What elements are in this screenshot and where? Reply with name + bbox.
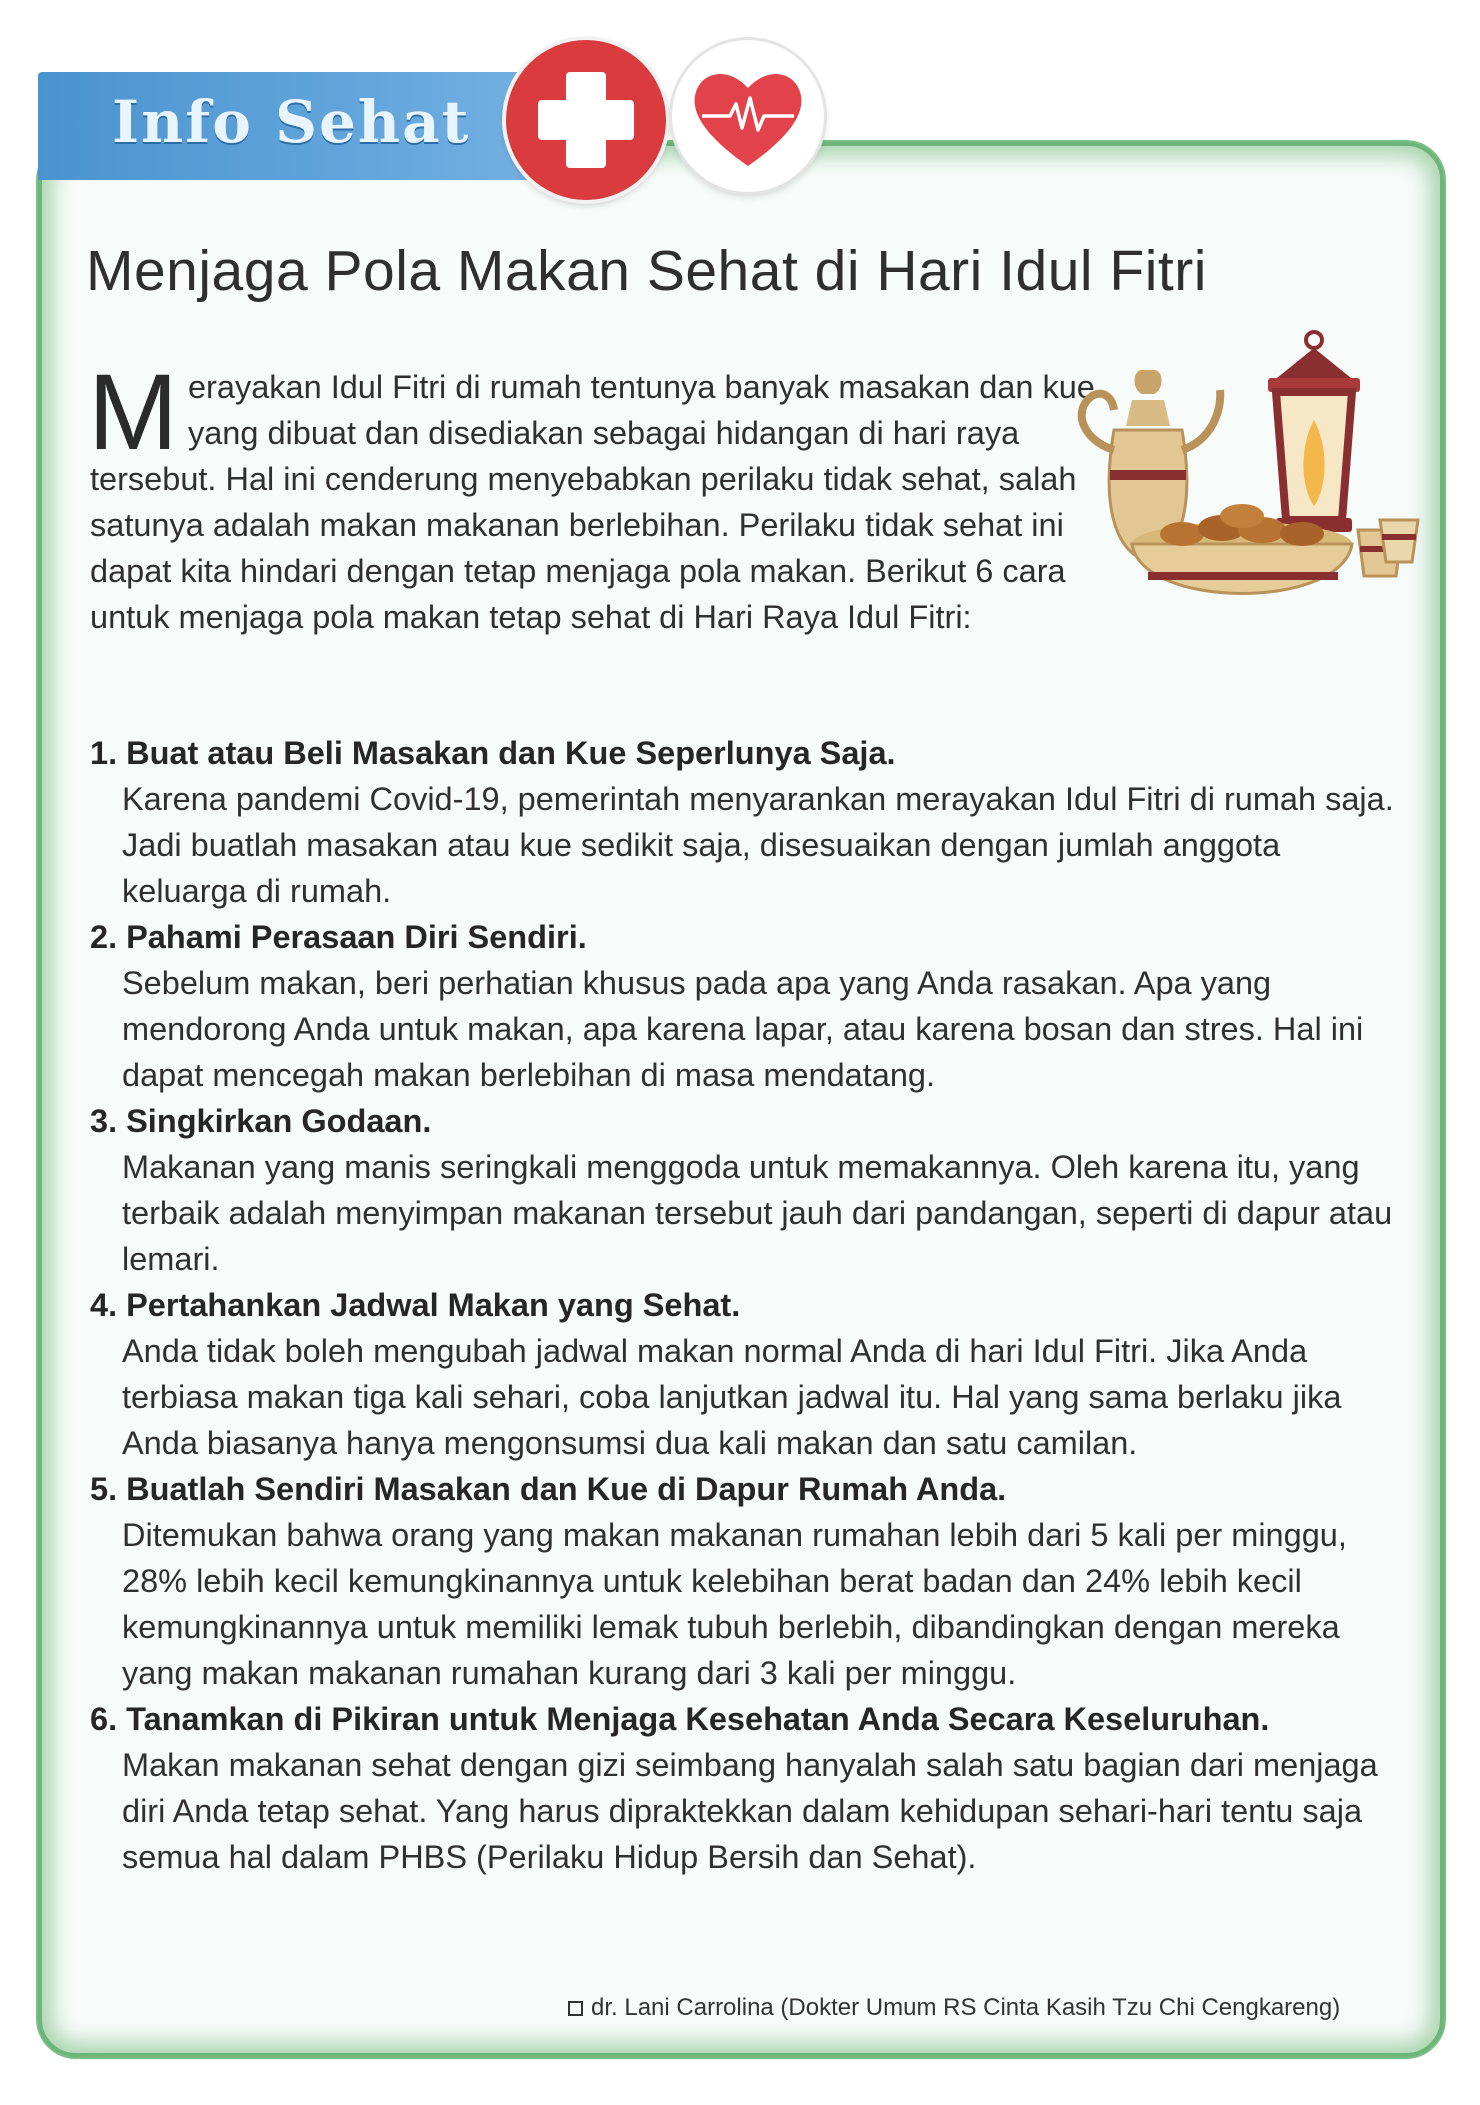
cross-icon <box>506 40 666 200</box>
tip-body: Anda tidak boleh mengubah jadwal makan normal Anda di hari Idul Fitri. Jika Anda terbiasa makan tiga kali sehari, coba lanjutkan jadwal itu. Hal yang sama berlaku jika Anda biasanya hanya mengonsumsi dua kali makan dan satu camilan. <box>122 1333 1342 1461</box>
author-credit <box>568 1994 1340 2022</box>
list-item <box>90 1466 1410 1696</box>
list-item <box>90 730 1410 914</box>
tip-title: 2. Pahami Perasaan Diri Sendiri. <box>90 919 587 955</box>
intro-paragraph <box>88 351 1100 640</box>
list-item <box>90 1282 1410 1466</box>
section-tab-title: Info Sehat <box>112 88 471 156</box>
square-bullet-icon <box>568 2001 583 2016</box>
intro-text: erayakan Idul Fitri di rumah tentunya banyak masakan dan kue yang dibuat dan disediakan sebagai hidangan di hari raya tersebut. Hal ini cenderung menyebabkan perilaku tidak sehat, salah satunya adalah makan makanan berlebihan. Perilaku tidak sehat ini dapat kita hindari dengan tetap menjaga pola makan. Berikut 6 cara untuk menjaga pola makan tetap sehat di Hari Raya Idul Fitri: <box>90 369 1095 635</box>
list-item <box>90 1098 1410 1282</box>
tip-body: Ditemukan bahwa orang yang makan makanan rumahan lebih dari 5 kali per minggu, 28% lebih kecil kemungkinannya untuk kelebihan berat badan dan 24% lebih kecil kemungkinannya untuk memiliki lemak tubuh berlebih, dibandingkan dengan mereka yang makan makanan rumahan kurang dari 3 kali per minggu. <box>122 1517 1347 1691</box>
tip-title: 4. Pertahankan Jadwal Makan yang Sehat. <box>90 1287 741 1323</box>
tip-title: 3. Singkirkan Godaan. <box>90 1103 432 1139</box>
list-item <box>90 914 1410 1098</box>
tip-body: Karena pandemi Covid-19, pemerintah menyarankan merayakan Idul Fitri di rumah saja. Jadi buatlah masakan atau kue sedikit saja, disesuaikan dengan jumlah anggota keluarga di rumah. <box>122 781 1394 909</box>
cross-badge <box>506 40 666 200</box>
tip-title: 6. Tanamkan di Pikiran untuk Menjaga Kesehatan Anda Secara Keseluruhan. <box>90 1701 1270 1737</box>
article-title: Menjaga Pola Makan Sehat di Hari Idul Fitri <box>86 239 1207 303</box>
tip-body: Makan makanan sehat dengan gizi seimbang hanyalah salah satu bagian dari menjaga diri Anda tetap sehat. Yang harus dipraktekkan dalam kehidupan sehari-hari tentu saja semua hal dalam PHBS (Perilaku Hidup Bersih dan Sehat). <box>122 1747 1378 1875</box>
heart-badge <box>672 40 824 192</box>
intro-dropcap: M <box>88 351 178 472</box>
list-item <box>90 1696 1410 1880</box>
tip-title: 5. Buatlah Sendiri Masakan dan Kue di Dapur Rumah Anda. <box>90 1471 1007 1507</box>
heart-pulse-icon <box>672 40 824 192</box>
tips-list <box>90 730 1410 1880</box>
ramadan-lantern-illustration <box>1062 330 1422 650</box>
tip-body: Sebelum makan, beri perhatian khusus pada apa yang Anda rasakan. Apa yang mendorong Anda untuk makan, apa karena lapar, atau karena bosan dan stres. Hal ini dapat mencegah makan berlebihan di masa mendatang. <box>122 965 1364 1093</box>
tip-title: 1. Buat atau Beli Masakan dan Kue Seperlunya Saja. <box>90 735 896 771</box>
tip-body: Makanan yang manis seringkali menggoda untuk memakannya. Oleh karena itu, yang terbaik adalah menyimpan makanan tersebut jauh dari pandangan, seperti di dapur atau lemari. <box>122 1149 1393 1277</box>
author-name: dr. Lani Carrolina (Dokter Umum RS Cinta Kasih Tzu Chi Cengkareng) <box>591 1994 1341 2021</box>
